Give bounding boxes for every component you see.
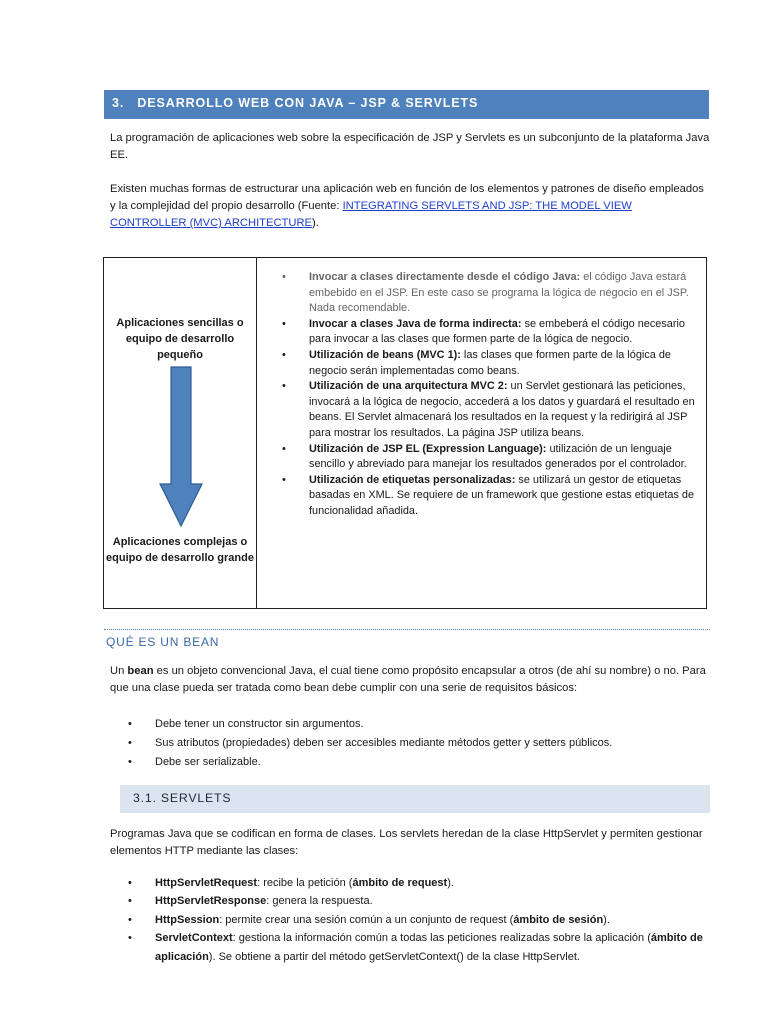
- bullet-icon: •: [128, 913, 132, 926]
- bean-requirements-list: [128, 715, 708, 773]
- complexity-arrow-icon: [158, 366, 204, 528]
- approach-text: utilización de un lenguaje sencillo y abreviado para manejar los resultados generados por el controlador.: [309, 442, 687, 471]
- approach-item: [272, 348, 700, 379]
- servlet-class-end: ).: [603, 913, 610, 926]
- servlet-class-end: ). Se obtiene a partir del método getServletContext() de la clase HttpServlet.: [208, 950, 580, 963]
- section-heading: [104, 90, 709, 119]
- bullet-icon: •: [128, 895, 132, 908]
- bullet-icon: •: [128, 756, 132, 769]
- simple-apps-label: Aplicaciones sencillas o equipo de desarrollo pequeño: [116, 317, 244, 361]
- servlet-class-text: : recibe la petición (: [257, 877, 353, 889]
- intro-paragraph-1: La programación de aplicaciones web sobre la especificación de JSP y Servlets es un subconjunto de la plataforma Java EE.: [110, 132, 710, 161]
- bean-term: bean: [127, 665, 154, 677]
- servlets-heading: 3.1. SERVLETS: [120, 785, 710, 813]
- section-title: DESARROLLO WEB CON JAVA – JSP & SERVLETS: [137, 96, 479, 110]
- bullet-icon: •: [128, 877, 132, 889]
- servlet-class-item: [128, 911, 708, 929]
- approaches-table: [103, 257, 707, 609]
- bullet-icon: •: [128, 737, 132, 750]
- bean-paragraph-post: es un objeto convencional Java, el cual tiene como propósito encapsular a otros (de ahí su nombre) o no. Para que una clase pueda ser tratada como bean debe cumplir con una serie de requisitos básicos:: [110, 665, 706, 694]
- intro-paragraph-2-text: Existen muchas formas de estructurar una aplicación web en función de los elementos y patrones de diseño empleados y la complejidad del propio desarrollo (Fuente:: [110, 183, 704, 212]
- approach-item: [272, 379, 700, 441]
- bullet-icon: •: [282, 271, 286, 283]
- bullet-icon: •: [282, 317, 286, 330]
- approach-item: [272, 317, 700, 348]
- intro-paragraph-2-end: ).: [312, 217, 319, 229]
- complex-apps-label: Aplicaciones complejas o equipo de desarrollo grande: [106, 536, 254, 564]
- approach-title: Utilización de etiquetas personalizadas:: [309, 473, 516, 486]
- servlet-class-name: ServletContext: [155, 932, 233, 945]
- servlet-class-text: : genera la respuesta.: [266, 895, 373, 908]
- approaches-list: [272, 270, 700, 520]
- bean-paragraph: [110, 663, 710, 697]
- bullet-icon: •: [282, 380, 286, 393]
- bullet-icon: •: [128, 932, 132, 945]
- servlets-paragraph: Programas Java que se codifican en forma de clases. Los servlets heredan de la clase HttpServlet y permiten gestionar elementos HTTP mediante las clases:: [110, 828, 703, 857]
- approach-text: las clases que formen parte de la lógica de negocio serán implementadas como beans.: [309, 348, 671, 377]
- servlet-scope: ámbito de request: [352, 877, 448, 889]
- approach-item: [272, 473, 700, 520]
- bullet-icon: •: [128, 718, 132, 730]
- servlet-classes-list: [128, 874, 708, 966]
- bean-paragraph-pre: Un: [110, 665, 128, 677]
- servlet-class-item: [128, 874, 708, 892]
- requirement-text: Debe tener un constructor sin argumentos.: [155, 718, 364, 730]
- approach-text: un Servlet gestionará las peticiones, invocará a la lógica de negocio, accederá a los datos y guardará el resultado en beans. El Servlet almacenará los resultados en la request y la redirigirá al JSP para mostrar los resultados. La página JSP utiliza beans.: [309, 380, 695, 439]
- requirement-text: Debe ser serializable.: [155, 756, 261, 769]
- servlet-class-item: [128, 892, 708, 910]
- servlet-class-name: HttpServletRequest: [155, 877, 258, 889]
- approach-title: Utilización de una arquitectura MVC 2:: [309, 380, 508, 393]
- requirement-item: [128, 715, 708, 734]
- servlet-class-end: ).: [447, 877, 454, 889]
- bullet-icon: •: [282, 473, 286, 486]
- table-divider: [256, 258, 257, 608]
- source-link[interactable]: INTEGRATING SERVLETS AND JSP: THE MODEL VIEW CONTROLLER (MVC) ARCHITECTURE: [110, 200, 632, 229]
- approach-title: Invocar a clases Java de forma indirecta:: [309, 317, 522, 330]
- approach-text: se embeberá el código necesario para invocar a las clases que formen parte de la lógica de negocio.: [309, 317, 685, 346]
- bean-heading: QUÉ ES UN BEAN: [104, 629, 710, 654]
- servlet-class-item: [128, 929, 708, 966]
- intro-paragraph-2: [110, 181, 710, 232]
- approach-text: el código Java estará embebido en el JSP. En este caso se programa la lógica de negocio en el JSP. Nada recomendable.: [309, 271, 689, 315]
- requirement-item: [128, 753, 708, 772]
- requirement-item: [128, 734, 708, 753]
- bullet-icon: •: [282, 442, 286, 455]
- servlet-class-text: : gestiona la información común a todas las peticiones realizadas sobre la aplicación (: [232, 932, 651, 945]
- approach-text: se utilizará un gestor de etiquetas basadas en XML. Se requiere de un framework que gestione estas etiquetas de funcionalidad añadida.: [309, 473, 695, 517]
- servlet-class-name: HttpServletResponse: [155, 895, 267, 908]
- approach-title: Utilización de JSP EL (Expression Language):: [309, 442, 547, 455]
- servlet-scope: ámbito de sesión: [513, 913, 604, 926]
- approach-title: Utilización de beans (MVC 1):: [309, 348, 461, 361]
- approach-title: Invocar a clases directamente desde el código Java:: [309, 271, 581, 283]
- approach-item: [272, 270, 700, 317]
- servlet-scope: ámbito de aplicación: [155, 932, 703, 963]
- section-number: 3.: [112, 96, 125, 110]
- servlet-class-text: : permite crear una sesión común a un conjunto de request (: [219, 913, 514, 926]
- bullet-icon: •: [282, 348, 286, 361]
- requirement-text: Sus atributos (propiedades) deben ser accesibles mediante métodos getter y setters públicos.: [155, 737, 613, 750]
- servlet-class-name: HttpSession: [155, 913, 220, 926]
- approach-item: [272, 442, 700, 473]
